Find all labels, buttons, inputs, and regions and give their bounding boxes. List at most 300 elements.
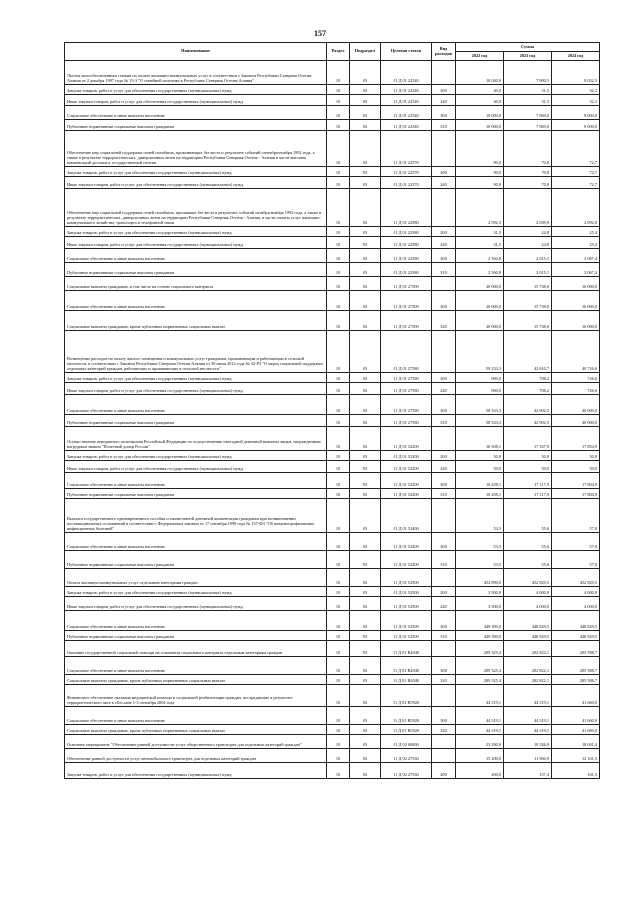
cell-2024: 40 000,0 bbox=[552, 395, 600, 415]
table-row bbox=[65, 120, 600, 131]
cell-vid: 240 bbox=[432, 461, 456, 473]
cell-podrazdel: 03 bbox=[350, 395, 381, 415]
cell-2023: 448 829,5 bbox=[504, 611, 552, 631]
cell-podrazdel: 03 bbox=[350, 373, 381, 383]
table-row bbox=[65, 569, 600, 587]
table-row bbox=[65, 167, 600, 177]
cell-2024: 2 067,4 bbox=[552, 263, 600, 277]
cell-razdel: 10 bbox=[327, 587, 350, 597]
cell-razdel: 10 bbox=[327, 120, 350, 131]
cell-2022: 2 592,3 bbox=[456, 189, 504, 227]
cell-2023: 55,6 bbox=[504, 533, 552, 551]
cell-razdel: 10 bbox=[327, 641, 350, 657]
cell-2023: 50,0 bbox=[504, 451, 552, 461]
cell-2022: 449 390,0 bbox=[456, 631, 504, 641]
cell-2023: 44 319,1 bbox=[504, 707, 552, 725]
cell-vid bbox=[432, 131, 456, 167]
cell-tselevaya: 11 Д 01 52400 bbox=[381, 551, 432, 569]
cell-vid: 300 bbox=[432, 657, 456, 675]
cell-vid: 240 bbox=[432, 237, 456, 249]
cell-name: Закупка товаров, работ и услуг для обеспечения государственных (муниципальных) нужд bbox=[65, 167, 327, 177]
cell-tselevaya: 11 Д 01 22540 bbox=[381, 85, 432, 95]
cell-name: Финансовое обеспечение оказания медицинской помощи и социальной реабилитации граждан, пострадавших в результате террористического акта в г.Беслане 1-3 сентября 2004 года bbox=[65, 685, 327, 707]
header-year-2023: 2023 год bbox=[504, 52, 552, 61]
cell-2023: 70,8 bbox=[504, 177, 552, 189]
cell-podrazdel: 03 bbox=[350, 383, 381, 395]
cell-vid: 300 bbox=[432, 106, 456, 120]
table-row bbox=[65, 631, 600, 641]
cell-tselevaya: 11 Д 01 R5920 bbox=[381, 707, 432, 725]
cell-name: Выплата государственного единовременного пособия и ежемесячной денежной компенсации гражданам при возникновении поствакцинальных осложнений в соответствии с Федеральным законом от 17 сентября 1998 года № 157-ФЗ "Об иммунопрофилактике инфекционных болезней" bbox=[65, 499, 327, 533]
table-row bbox=[65, 685, 600, 707]
table-row bbox=[65, 131, 600, 167]
cell-2023: 55,6 bbox=[504, 499, 552, 533]
cell-2022: 58 333,3 bbox=[456, 395, 504, 415]
cell-vid: 200 bbox=[432, 763, 456, 779]
cell-2024: 205 588,7 bbox=[552, 641, 600, 657]
cell-vid: 200 bbox=[432, 85, 456, 95]
cell-razdel: 10 bbox=[327, 227, 350, 237]
cell-podrazdel: 03 bbox=[350, 131, 381, 167]
cell-name: Иные закупки товаров, работ и услуг для обеспечения государственных (муниципальных) нужд bbox=[65, 177, 327, 189]
cell-name: Публичные нормативные социальные выплаты гражданам bbox=[65, 631, 327, 641]
cell-2024: 72,7 bbox=[552, 177, 600, 189]
cell-2022: 10 040,0 bbox=[456, 61, 504, 85]
cell-vid bbox=[432, 569, 456, 587]
cell-podrazdel: 03 bbox=[350, 106, 381, 120]
cell-vid bbox=[432, 331, 456, 373]
cell-2024: 40 726,6 bbox=[552, 331, 600, 373]
cell-2022: 200,0 bbox=[456, 763, 504, 779]
cell-tselevaya: 11 Д 01 22540 bbox=[381, 61, 432, 85]
cell-2022: 16 508,1 bbox=[456, 427, 504, 451]
cell-2023: 55,6 bbox=[504, 551, 552, 569]
cell-vid bbox=[432, 685, 456, 707]
cell-tselevaya: 11 Д 01 R4040 bbox=[381, 641, 432, 657]
header-razdel: Раздел bbox=[327, 43, 350, 61]
table-row bbox=[65, 657, 600, 675]
cell-2024: 41 660,0 bbox=[552, 707, 600, 725]
cell-2024: 32,3 bbox=[552, 95, 600, 106]
cell-vid: 310 bbox=[432, 263, 456, 277]
cell-tselevaya: 11 Д 01 52500 bbox=[381, 587, 432, 597]
cell-2024: 18 041,4 bbox=[552, 735, 600, 749]
cell-2022: 10 000,0 bbox=[456, 120, 504, 131]
cell-2022: 452 890,0 bbox=[456, 569, 504, 587]
cell-2024: 41 660,0 bbox=[552, 685, 600, 707]
cell-tselevaya: 11 Д 01 52200 bbox=[381, 451, 432, 461]
cell-podrazdel: 03 bbox=[350, 569, 381, 587]
cell-2023: 15 738,0 bbox=[504, 311, 552, 331]
cell-2024: 205 588,7 bbox=[552, 675, 600, 685]
cell-2024: 25,4 bbox=[552, 237, 600, 249]
cell-razdel: 10 bbox=[327, 707, 350, 725]
cell-razdel: 10 bbox=[327, 373, 350, 383]
cell-razdel: 10 bbox=[327, 106, 350, 120]
cell-razdel: 10 bbox=[327, 735, 350, 749]
cell-razdel: 10 bbox=[327, 473, 350, 489]
cell-2023: 157,4 bbox=[504, 763, 552, 779]
cell-podrazdel: 03 bbox=[350, 489, 381, 499]
cell-name: Иные закупки товаров, работ и услуг для обеспечения государственных (муниципальных) нужд bbox=[65, 383, 327, 395]
cell-podrazdel: 03 bbox=[350, 120, 381, 131]
table-row bbox=[65, 331, 600, 373]
cell-vid: 300 bbox=[432, 473, 456, 489]
cell-podrazdel: 03 bbox=[350, 227, 381, 237]
cell-name: Социальные выплаты гражданам, в том числе на основе социального контракта bbox=[65, 277, 327, 291]
cell-razdel: 10 bbox=[327, 189, 350, 227]
cell-2024: 161,5 bbox=[552, 763, 600, 779]
cell-name: Публичные нормативные социальные выплаты гражданам bbox=[65, 120, 327, 131]
cell-2024: 57,8 bbox=[552, 533, 600, 551]
cell-podrazdel: 03 bbox=[350, 597, 381, 611]
cell-razdel: 10 bbox=[327, 311, 350, 331]
cell-vid: 200 bbox=[432, 227, 456, 237]
cell-2022: 31,5 bbox=[456, 237, 504, 249]
cell-vid: 310 bbox=[432, 551, 456, 569]
cell-vid: 300 bbox=[432, 707, 456, 725]
cell-2022: 209 325,4 bbox=[456, 675, 504, 685]
cell-2024: 17 804,9 bbox=[552, 473, 600, 489]
cell-tselevaya: 11 Д 01 52500 bbox=[381, 597, 432, 611]
cell-2024: 16 000,0 bbox=[552, 311, 600, 331]
header-tselevaya: Целевая статья bbox=[381, 43, 432, 61]
table-row bbox=[65, 291, 600, 311]
cell-2022: 44 319,1 bbox=[456, 707, 504, 725]
cell-podrazdel: 03 bbox=[350, 85, 381, 95]
cell-tselevaya: 11 Д 01 27580 bbox=[381, 415, 432, 427]
cell-name: Социальное обеспечение и иные выплаты населению bbox=[65, 106, 327, 120]
header-podrazdel: Подраздел bbox=[350, 43, 381, 61]
cell-2022: 90,0 bbox=[456, 177, 504, 189]
table-row bbox=[65, 249, 600, 263]
cell-2022: 16 458,1 bbox=[456, 489, 504, 499]
cell-razdel: 10 bbox=[327, 597, 350, 611]
cell-2023: 202 822,1 bbox=[504, 657, 552, 675]
cell-podrazdel: 03 bbox=[350, 587, 381, 597]
cell-tselevaya: 11 Д 01 27580 bbox=[381, 395, 432, 415]
cell-2023: 202 822,1 bbox=[504, 641, 552, 657]
cell-name: Закупка товаров, работ и услуг для обеспечения государственных (муниципальных) нужд bbox=[65, 451, 327, 461]
cell-tselevaya: 11 Д 01 52400 bbox=[381, 533, 432, 551]
cell-2024: 2 067,4 bbox=[552, 249, 600, 263]
cell-podrazdel: 03 bbox=[350, 611, 381, 631]
cell-razdel: 10 bbox=[327, 427, 350, 451]
cell-2023: 11 960,9 bbox=[504, 749, 552, 763]
cell-2023: 18 326,9 bbox=[504, 735, 552, 749]
table-header bbox=[65, 43, 600, 61]
table-row bbox=[65, 95, 600, 106]
cell-2023: 24,8 bbox=[504, 237, 552, 249]
cell-vid: 310 bbox=[432, 415, 456, 427]
cell-tselevaya: 11 Д 01 R4040 bbox=[381, 675, 432, 685]
cell-2023: 44 319,1 bbox=[504, 685, 552, 707]
cell-2023: 452 829,5 bbox=[504, 569, 552, 587]
cell-razdel: 10 bbox=[327, 685, 350, 707]
cell-2023: 17 117,9 bbox=[504, 489, 552, 499]
cell-podrazdel: 03 bbox=[350, 473, 381, 489]
cell-vid: 300 bbox=[432, 291, 456, 311]
table-row bbox=[65, 415, 600, 427]
cell-razdel: 10 bbox=[327, 657, 350, 675]
cell-tselevaya: 11 Д 01 52200 bbox=[381, 461, 432, 473]
cell-2024: 40 000,0 bbox=[552, 415, 600, 427]
cell-razdel: 10 bbox=[327, 749, 350, 763]
cell-podrazdel: 03 bbox=[350, 277, 381, 291]
cell-vid: 310 bbox=[432, 120, 456, 131]
cell-tselevaya: 11 Д 01 52200 bbox=[381, 489, 432, 499]
cell-2022: 50,0 bbox=[456, 451, 504, 461]
cell-razdel: 10 bbox=[327, 489, 350, 499]
cell-2022: 20 000,0 bbox=[456, 311, 504, 331]
header-summa: Сумма bbox=[456, 43, 600, 52]
table-row bbox=[65, 675, 600, 685]
cell-2022: 23 290,0 bbox=[456, 735, 504, 749]
cell-name: Социальные выплаты гражданам, кроме публичных нормативных социальных выплат bbox=[65, 675, 327, 685]
cell-name: Оказание государственной социальной помощи на основании социального контракта отдельным категориям граждан bbox=[65, 641, 327, 657]
cell-razdel: 10 bbox=[327, 177, 350, 189]
cell-podrazdel: 03 bbox=[350, 291, 381, 311]
table-row bbox=[65, 106, 600, 120]
cell-name: Иные закупки товаров, работ и услуг для обеспечения государственных (муниципальных) нужд bbox=[65, 597, 327, 611]
cell-vid: 240 bbox=[432, 383, 456, 395]
cell-tselevaya: 11 Д 01 27580 bbox=[381, 383, 432, 395]
cell-tselevaya: 11 Д 02 27530 bbox=[381, 763, 432, 779]
cell-vid: 300 bbox=[432, 611, 456, 631]
table-row bbox=[65, 311, 600, 331]
cell-razdel: 10 bbox=[327, 131, 350, 167]
cell-2023: 70,8 bbox=[504, 167, 552, 177]
header-name: Наименование bbox=[65, 43, 327, 61]
cell-2024: 57,8 bbox=[552, 499, 600, 533]
cell-tselevaya: 11 Д 02 27530 bbox=[381, 749, 432, 763]
cell-2024: 17 854,9 bbox=[552, 427, 600, 451]
cell-name: Возмещение расходов на оплату жилого помещения и коммунальных услуг гражданам, проживающим и работающим в сельской местности, в соответствии с Законом Республики Северная Осетия-Алания от 30 июля 2012 года № 32-РЗ "О мерах социальной поддержки отдельных категорий граждан, работающих и проживающих в сельской местности" bbox=[65, 331, 327, 373]
cell-vid bbox=[432, 499, 456, 533]
cell-2024: 25,4 bbox=[552, 227, 600, 237]
cell-2023: 7 869,0 bbox=[504, 120, 552, 131]
cell-2022: 449 390,0 bbox=[456, 611, 504, 631]
cell-vid: 310 bbox=[432, 631, 456, 641]
cell-2023: 17 167,9 bbox=[504, 427, 552, 451]
cell-vid bbox=[432, 189, 456, 227]
cell-vid: 320 bbox=[432, 675, 456, 685]
cell-tselevaya: 11 Д 01 52400 bbox=[381, 499, 432, 533]
cell-tselevaya: 11 Д 01 22580 bbox=[381, 237, 432, 249]
cell-2024: 12 161,5 bbox=[552, 749, 600, 763]
cell-2024: 2 092,8 bbox=[552, 189, 600, 227]
cell-2022: 59 233,3 bbox=[456, 331, 504, 373]
cell-2023: 2 015,1 bbox=[504, 249, 552, 263]
cell-razdel: 10 bbox=[327, 263, 350, 277]
cell-2022: 900,0 bbox=[456, 383, 504, 395]
cell-vid bbox=[432, 735, 456, 749]
cell-vid: 300 bbox=[432, 533, 456, 551]
cell-name: Закупка товаров, работ и услуг для обеспечения государственных (муниципальных) нужд bbox=[65, 373, 327, 383]
cell-tselevaya: 11 Д 01 22540 bbox=[381, 95, 432, 106]
cell-2022: 900,0 bbox=[456, 373, 504, 383]
cell-razdel: 10 bbox=[327, 461, 350, 473]
page-number: 157 bbox=[314, 29, 326, 38]
cell-podrazdel: 03 bbox=[350, 763, 381, 779]
cell-2023: 17 117,9 bbox=[504, 473, 552, 489]
cell-2022: 15 200,0 bbox=[456, 749, 504, 763]
cell-podrazdel: 03 bbox=[350, 331, 381, 373]
cell-vid: 200 bbox=[432, 587, 456, 597]
cell-name: Социальное обеспечение и иные выплаты населению bbox=[65, 473, 327, 489]
cell-vid: 200 bbox=[432, 373, 456, 383]
table-row bbox=[65, 383, 600, 395]
cell-name: Социальные выплаты гражданам, кроме публичных нормативных социальных выплат bbox=[65, 311, 327, 331]
cell-name: Социальное обеспечение и иные выплаты населению bbox=[65, 249, 327, 263]
cell-razdel: 10 bbox=[327, 291, 350, 311]
cell-podrazdel: 03 bbox=[350, 427, 381, 451]
cell-2023: 448 829,5 bbox=[504, 631, 552, 641]
cell-vid bbox=[432, 277, 456, 291]
cell-2024: 72,7 bbox=[552, 167, 600, 177]
cell-2023: 42 902,5 bbox=[504, 395, 552, 415]
cell-2022: 44 319,1 bbox=[456, 685, 504, 707]
table-row bbox=[65, 763, 600, 779]
cell-2022: 50,0 bbox=[456, 461, 504, 473]
table-row bbox=[65, 587, 600, 597]
cell-2023: 24,8 bbox=[504, 227, 552, 237]
cell-tselevaya: 11 Д 01 R4040 bbox=[381, 657, 432, 675]
cell-podrazdel: 03 bbox=[350, 249, 381, 263]
cell-2024: 726,6 bbox=[552, 383, 600, 395]
cell-podrazdel: 03 bbox=[350, 461, 381, 473]
cell-name: Социальное обеспечение и иные выплаты населению bbox=[65, 291, 327, 311]
table-row bbox=[65, 597, 600, 611]
table-row bbox=[65, 61, 600, 85]
cell-podrazdel: 03 bbox=[350, 189, 381, 227]
cell-2022: 53,5 bbox=[456, 499, 504, 533]
table-row bbox=[65, 749, 600, 763]
cell-razdel: 10 bbox=[327, 95, 350, 106]
cell-podrazdel: 03 bbox=[350, 641, 381, 657]
cell-razdel: 10 bbox=[327, 569, 350, 587]
cell-vid: 320 bbox=[432, 311, 456, 331]
cell-name: Социальное обеспечение и иные выплаты населению bbox=[65, 657, 327, 675]
cell-tselevaya: 11 Д 01 R5920 bbox=[381, 725, 432, 735]
cell-tselevaya: 11 Д 01 R5920 bbox=[381, 685, 432, 707]
cell-name: Обеспечение мер социальной поддержки семей погибших, проживающих без веста и результате событий сентября-ноября 1992 года, а также в результате террористических, диверсионных актов на территории Республики Северная Осетия - Алания в части выплаты компенсаций доплаты к государственной пенсии bbox=[65, 131, 327, 167]
cell-2023: 708,2 bbox=[504, 383, 552, 395]
cell-name: Публичные нормативные социальные выплаты гражданам bbox=[65, 551, 327, 569]
cell-vid: 200 bbox=[432, 167, 456, 177]
cell-2024: 32,3 bbox=[552, 85, 600, 95]
cell-name: Публичные нормативные социальные выплаты гражданам bbox=[65, 263, 327, 277]
cell-podrazdel: 03 bbox=[350, 95, 381, 106]
cell-2022: 3 500,0 bbox=[456, 587, 504, 597]
cell-2024: 41 660,0 bbox=[552, 725, 600, 735]
cell-tselevaya: 11 Д 01 22580 bbox=[381, 263, 432, 277]
cell-podrazdel: 03 bbox=[350, 707, 381, 725]
cell-name: Закупка товаров, работ и услуг для обеспечения государственных (муниципальных) нужд bbox=[65, 227, 327, 237]
cell-2024: 50,0 bbox=[552, 451, 600, 461]
cell-2022: 2 560,8 bbox=[456, 263, 504, 277]
header-year-2024: 2024 год bbox=[552, 52, 600, 61]
table-row bbox=[65, 489, 600, 499]
cell-name: Льготы малообеспеченным семьям по оплате жилищно-коммунальных услуг в соответствии с Законом Республики Северная Осетия-Алания от 2 декабря 1997 года № 15-3 "О семейной политике в Республике Северная Осетия-Алания" bbox=[65, 61, 327, 85]
cell-razdel: 10 bbox=[327, 61, 350, 85]
cell-tselevaya: 11 Д 01 22540 bbox=[381, 106, 432, 120]
cell-razdel: 10 bbox=[327, 237, 350, 249]
cell-2022: 90,0 bbox=[456, 167, 504, 177]
cell-podrazdel: 03 bbox=[350, 685, 381, 707]
cell-name: Публичные нормативные социальные выплаты гражданам bbox=[65, 415, 327, 427]
cell-podrazdel: 03 bbox=[350, 551, 381, 569]
table-row bbox=[65, 277, 600, 291]
cell-name: Оплата жилищно-коммунальных услуг отдельным категориям граждан bbox=[65, 569, 327, 587]
cell-tselevaya: 11 Д 01 52200 bbox=[381, 473, 432, 489]
cell-name: Социальные выплаты гражданам, кроме публичных нормативных социальных выплат bbox=[65, 725, 327, 735]
table-row bbox=[65, 551, 600, 569]
cell-2022: 20 000,0 bbox=[456, 277, 504, 291]
cell-vid bbox=[432, 749, 456, 763]
cell-razdel: 10 bbox=[327, 533, 350, 551]
cell-2023: 4 000,0 bbox=[504, 597, 552, 611]
table-row bbox=[65, 641, 600, 657]
cell-2024: 16 000,0 bbox=[552, 277, 600, 291]
cell-razdel: 10 bbox=[327, 631, 350, 641]
cell-2024: 452 829,5 bbox=[552, 569, 600, 587]
cell-name: Закупка товаров, работ и услуг для обеспечения государственных (муниципальных) нужд bbox=[65, 85, 327, 95]
cell-2023: 2 015,1 bbox=[504, 263, 552, 277]
cell-2024: 57,8 bbox=[552, 551, 600, 569]
table-body bbox=[65, 61, 600, 779]
cell-2022: 53,5 bbox=[456, 533, 504, 551]
table-row bbox=[65, 237, 600, 249]
cell-2022: 16 458,1 bbox=[456, 473, 504, 489]
cell-name: Основное мероприятие "Обеспечение равной доступности услуг общественного транспорта для отдельных категорий граждан" bbox=[65, 735, 327, 749]
cell-2024: 17 804,9 bbox=[552, 489, 600, 499]
cell-podrazdel: 03 bbox=[350, 61, 381, 85]
cell-tselevaya: 11 Д 01 22540 bbox=[381, 120, 432, 131]
cell-tselevaya: 11 Д 01 22570 bbox=[381, 167, 432, 177]
table-row bbox=[65, 499, 600, 533]
cell-razdel: 10 bbox=[327, 395, 350, 415]
cell-name: Обеспечение равной доступности услуг автомобильного транспорта для отдельных категорий граждан bbox=[65, 749, 327, 763]
cell-2023: 7 869,0 bbox=[504, 106, 552, 120]
cell-2022: 40,0 bbox=[456, 85, 504, 95]
cell-razdel: 10 bbox=[327, 415, 350, 427]
cell-2024: 8 000,0 bbox=[552, 120, 600, 131]
table-row bbox=[65, 85, 600, 95]
table-row bbox=[65, 533, 600, 551]
cell-razdel: 10 bbox=[327, 383, 350, 395]
cell-2023: 4 000,0 bbox=[504, 587, 552, 597]
cell-vid bbox=[432, 61, 456, 85]
cell-2023: 15 738,0 bbox=[504, 291, 552, 311]
cell-vid: 310 bbox=[432, 489, 456, 499]
cell-name: Социальное обеспечение и иные выплаты населению bbox=[65, 611, 327, 631]
cell-razdel: 10 bbox=[327, 675, 350, 685]
cell-vid: 300 bbox=[432, 395, 456, 415]
cell-2024: 8 032,3 bbox=[552, 61, 600, 85]
cell-tselevaya: 11 Д 01 52500 bbox=[381, 569, 432, 587]
cell-podrazdel: 03 bbox=[350, 735, 381, 749]
cell-razdel: 10 bbox=[327, 331, 350, 373]
cell-2022: 31,5 bbox=[456, 227, 504, 237]
cell-razdel: 10 bbox=[327, 763, 350, 779]
cell-2024: 726,6 bbox=[552, 373, 600, 383]
table-row bbox=[65, 461, 600, 473]
cell-tselevaya: 11 Д 01 27580 bbox=[381, 373, 432, 383]
cell-name: Социальное обеспечение и иные выплаты населению bbox=[65, 533, 327, 551]
cell-razdel: 10 bbox=[327, 249, 350, 263]
budget-table bbox=[64, 42, 600, 779]
